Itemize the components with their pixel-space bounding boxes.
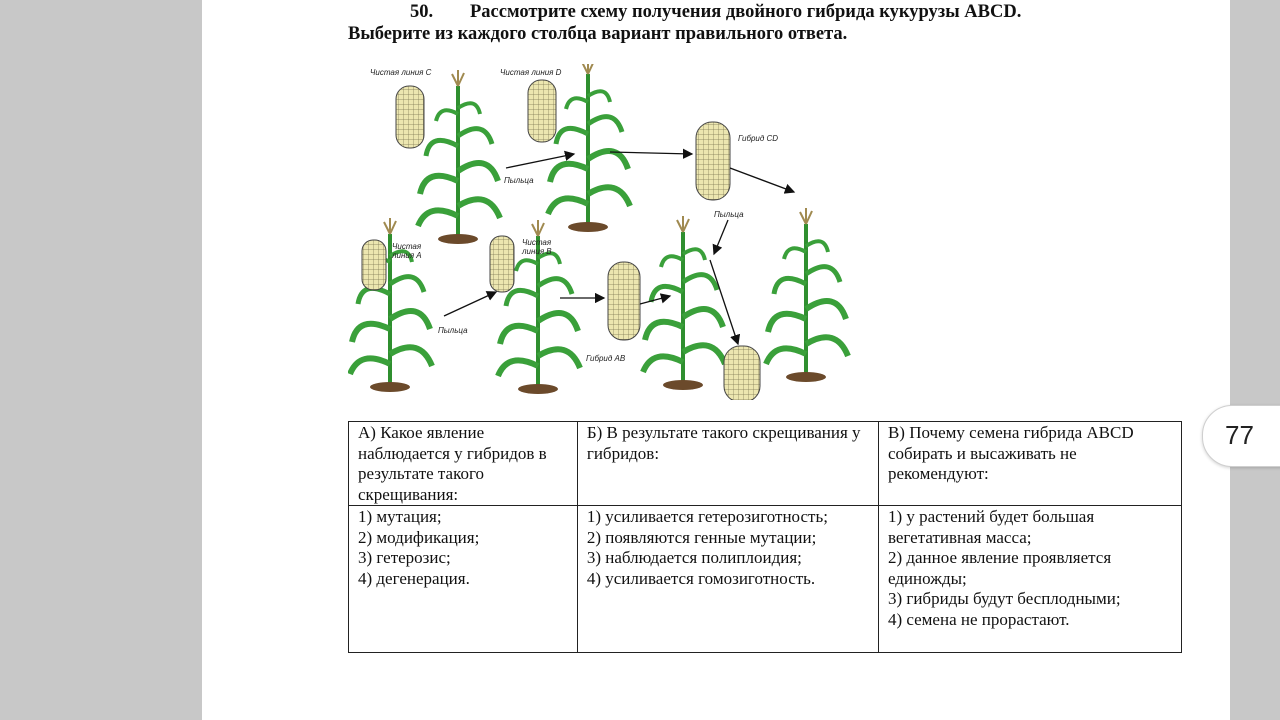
option-a-1: 1) мутация; [358, 507, 442, 526]
options-column-b [577, 506, 878, 653]
label-hybrid-cd: Гибрид CD [738, 134, 779, 143]
option-b-2: 2) появляются генные мутации; [586, 527, 817, 547]
option-a-3: 3) гетерозис; [358, 548, 451, 567]
page-number: 77 [1225, 420, 1254, 450]
option-a-2: 2) модификация; [358, 527, 480, 547]
header-column-a: А) Какое явление наблюдается у гибридов в результате такого скрещивания: [349, 422, 578, 506]
option-b-3: 3) наблюдается полиплоидия; [586, 548, 802, 567]
question-line-2: Выберите из каждого столбца вариант правильного ответа. [348, 24, 848, 44]
option-c-4: 4) семена не прорастают. [887, 609, 1070, 629]
options-column-a [349, 506, 578, 653]
corn-hybrid-diagram [348, 64, 854, 400]
label-hybrid-ab: Гибрид AB [586, 354, 626, 363]
corn-diagram-drawing [348, 64, 854, 400]
label-line-b-2: линия B [522, 247, 552, 256]
page-number-badge[interactable] [1202, 405, 1280, 467]
option-c-1: 1) у растений будет большая вегетативная масса; [887, 507, 1095, 547]
plant-line-c [418, 70, 500, 244]
question-text-1: Рассмотрите схему получения двойного гибрида кукурузы ABCD. [470, 2, 1022, 22]
options-column-c [878, 506, 1181, 653]
label-pollen-2: Пыльца [714, 210, 744, 219]
plant-line-d [548, 64, 630, 232]
plant-hybrid-cd [766, 208, 848, 382]
label-line-c: Чистая линия C [370, 68, 432, 77]
question-number: 50. [410, 2, 434, 22]
header-column-b: Б) В результате такого скрещивания у гибридов: [577, 422, 878, 506]
label-line-b-1: Чистая [522, 238, 552, 247]
label-pollen-1: Пыльца [504, 176, 534, 185]
option-b-1: 1) усиливается гетерозиготность; [586, 507, 828, 526]
table-options-row [349, 506, 1182, 653]
label-line-a-1: Чистая [392, 242, 422, 251]
answer-table [348, 421, 1182, 653]
option-c-3: 3) гибриды будут бесплодными; [887, 589, 1121, 608]
option-a-4: 4) дегенерация. [358, 568, 470, 588]
plant-hybrid-ab [643, 216, 725, 390]
option-c-2: 2) данное явление проявляется единожды; [887, 548, 1112, 588]
table-header-row [349, 422, 1182, 506]
label-pollen-3: Пыльца [438, 326, 468, 335]
header-column-c: В) Почему семена гибрида ABCD собирать и высаживать не рекомендуют: [878, 422, 1181, 506]
label-line-a-2: линия A [392, 251, 422, 260]
option-b-4: 4) усиливается гомозиготность. [586, 568, 816, 588]
label-line-d: Чистая линия D [500, 68, 562, 77]
